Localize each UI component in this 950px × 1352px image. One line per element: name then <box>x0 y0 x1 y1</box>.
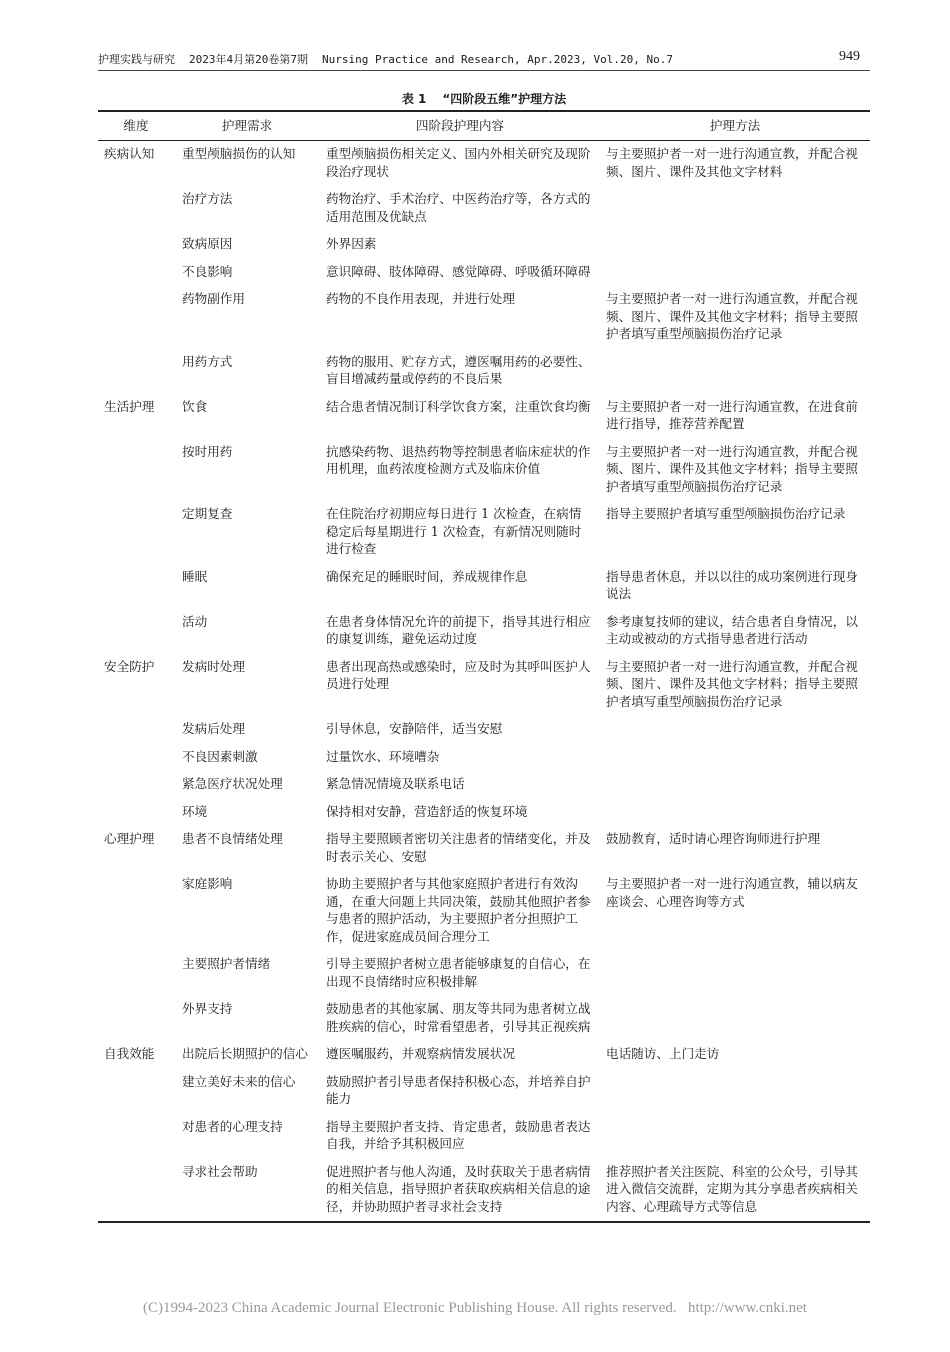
cell-dimension: 生活护理 <box>104 398 155 414</box>
table-row <box>98 871 870 951</box>
cell-method <box>600 799 870 827</box>
cell-method <box>600 996 870 1041</box>
copyright-text: (C)1994-2023 China Academic Journal Electronic Publishing House. All rights reserved. <box>143 1300 677 1316</box>
column-header-content: 四阶段护理内容 <box>415 118 505 134</box>
cell-content: 遵医嘱服药，并观察病情发展状况 <box>326 1046 515 1061</box>
cell-need: 活动 <box>182 613 208 629</box>
cell-dimension <box>98 744 174 772</box>
cell-content: 指导主要照护者支持、肯定患者，鼓励患者表达自我，并给予其积极回应 <box>326 1118 591 1151</box>
table-row <box>98 231 870 259</box>
cell-need: 定期复查 <box>182 506 233 521</box>
table-row <box>98 501 870 564</box>
cell-dimension <box>98 716 174 744</box>
table-row <box>98 771 870 799</box>
table-row <box>98 654 870 717</box>
cell-method: 与主要照护者一对一进行沟通宣教，辅以病友座谈会、心理咨询等方式 <box>606 876 858 909</box>
cnki-url: http://www.cnki.net <box>687 1300 807 1316</box>
cell-method <box>600 1114 870 1159</box>
table-body <box>98 141 870 1223</box>
cell-dimension <box>98 1114 174 1159</box>
table-row <box>98 744 870 772</box>
cell-content: 引导休息，安静陪伴，适当安慰 <box>326 721 503 736</box>
table-row <box>98 564 870 609</box>
cell-content: 药物的服用、贮存方式，遵医嘱用药的必要性、盲目增减药量或停药的不良后果 <box>326 353 591 386</box>
cell-need: 药物副作用 <box>182 291 245 306</box>
copyright-footer <box>0 1300 950 1317</box>
cell-method <box>600 186 870 231</box>
cell-method: 指导主要照护者填写重型颅脑损伤治疗记录 <box>606 506 846 521</box>
cell-need: 建立美好未来的信心 <box>182 1073 296 1089</box>
table-row <box>98 609 870 654</box>
table-row <box>98 996 870 1041</box>
cell-need: 不良因素刺激 <box>182 748 258 764</box>
cell-dimension <box>98 1159 174 1223</box>
cell-content: 鼓励照护者引导患者保持积极心态，并培养自护能力 <box>326 1073 591 1106</box>
table-row <box>98 439 870 502</box>
cell-dimension <box>98 1069 174 1114</box>
cell-method <box>600 771 870 799</box>
table-row <box>98 799 870 827</box>
cell-method: 与主要照护者一对一进行沟通宣教，并配合视频、图片、课件及其他文字材料；指导主要照护者填写重型颅脑损伤治疗记录 <box>606 658 858 709</box>
cell-need: 家庭影响 <box>182 876 233 891</box>
cell-dimension: 疾病认知 <box>104 146 155 161</box>
cell-need: 寻求社会帮助 <box>182 1163 258 1179</box>
table-row <box>98 286 870 349</box>
cell-need: 致病原因 <box>182 236 233 251</box>
journal-info <box>98 51 687 67</box>
cell-content: 药物的不良作用表现，并进行处理 <box>326 291 515 306</box>
table-row <box>98 716 870 744</box>
cell-need: 发病时处理 <box>182 658 245 674</box>
cell-dimension: 安全防护 <box>104 658 155 674</box>
cell-dimension <box>98 439 174 502</box>
cell-need: 发病后处理 <box>182 721 245 736</box>
cell-need: 重型颅脑损伤的认知 <box>182 146 296 161</box>
cell-content: 抗感染药物、退热药物等控制患者临床症状的作用机理，血药浓度检测方式及临床价值 <box>326 443 591 476</box>
cell-content: 在患者身体情况允许的前提下，指导其进行相应的康复训练，避免运动过度 <box>326 613 591 646</box>
table-row <box>98 1041 870 1069</box>
cell-content: 鼓励患者的其他家属、朋友等共同为患者树立战胜疾病的信心，时常看望患者，引导其正视疾病 <box>326 1001 591 1034</box>
cell-content: 在住院治疗初期应每日进行 1 次检查，在病情稳定后每星期进行 1 次检查，有新情况则随时进行检查 <box>326 506 582 556</box>
cell-content: 患者出现高热或感染时，应及时为其呼叫医护人员进行处理 <box>326 658 591 691</box>
cell-method <box>600 951 870 996</box>
cell-method: 与主要照护者一对一进行沟通宣教，并配合视频、图片、课件及其他文字材料；指导主要照护者填写重型颅脑损伤治疗记录 <box>606 443 858 494</box>
cell-need: 环境 <box>182 803 208 819</box>
cell-content: 保持相对安静，营造舒适的恢复环境 <box>326 803 528 819</box>
cell-method: 与主要照护者一对一进行沟通宣教，在进食前进行指导，推荐营养配置 <box>606 398 858 431</box>
cell-need: 用药方式 <box>182 353 233 369</box>
cell-content: 意识障碍、肢体障碍、感觉障碍、呼吸循环障碍 <box>326 263 591 279</box>
cell-method <box>600 259 870 287</box>
cell-content: 外界因素 <box>326 236 377 251</box>
cell-content: 指导主要照顾者密切关注患者的情绪变化，并及时表示关心、安慰 <box>326 831 591 864</box>
cell-need: 外界支持 <box>182 1001 233 1016</box>
cell-need: 对患者的心理支持 <box>182 1118 283 1134</box>
table-row <box>98 141 870 187</box>
journal-title-en: Nursing Practice and Research, Apr.2023, Vol.20, No.7 <box>321 53 673 66</box>
table-row <box>98 826 870 871</box>
nursing-method-table <box>98 110 870 1223</box>
cell-content: 促进照护者与他人沟通，及时获取关于患者病情的相关信息，指导照护者获取疾病相关信息的途径，并协助照护者寻求社会支持 <box>326 1163 591 1214</box>
table-row <box>98 349 870 394</box>
cell-dimension <box>98 951 174 996</box>
cell-method: 与主要照护者一对一进行沟通宣教，并配合视频、图片、课件及其他文字材料 <box>606 146 858 179</box>
cell-dimension <box>98 564 174 609</box>
cell-content: 重型颅脑损伤相关定义、国内外相关研究及现阶段治疗现状 <box>326 146 591 179</box>
cell-method: 与主要照护者一对一进行沟通宣教，并配合视频、图片、课件及其他文字材料；指导主要照护者填写重型颅脑损伤治疗记录 <box>606 291 858 341</box>
cell-need: 患者不良情绪处理 <box>182 831 283 846</box>
cell-content: 过量饮水、环境嘈杂 <box>326 748 440 764</box>
cell-dimension <box>98 799 174 827</box>
cell-dimension <box>98 186 174 231</box>
column-header-need: 护理需求 <box>221 118 273 134</box>
cell-dimension <box>98 231 174 259</box>
cell-dimension <box>98 501 174 564</box>
cell-need: 紧急医疗状况处理 <box>182 776 283 791</box>
cell-method: 鼓励教育，适时请心理咨询师进行护理 <box>606 831 821 846</box>
cell-dimension: 心理护理 <box>104 831 155 846</box>
cell-content: 协助主要照护者与其他家庭照护者进行有效沟通，在重大问题上共同决策，鼓励其他照护者参与患者的照护活动，为主要照护者分担照护工作，促进家庭成员间合理分工 <box>326 876 591 944</box>
cell-need: 主要照护者情绪 <box>182 956 271 971</box>
cell-content: 药物治疗、手术治疗、中医药治疗等，各方式的适用范围及优缺点 <box>326 191 591 224</box>
table-row <box>98 1114 870 1159</box>
issue-info-cn: 2023年4月第20卷第7期 <box>189 53 308 66</box>
page-number: 949 <box>839 49 860 64</box>
table-row <box>98 259 870 287</box>
column-header-method: 护理方法 <box>709 118 761 134</box>
cell-content: 紧急情况情境及联系电话 <box>326 776 465 791</box>
cell-need: 按时用药 <box>182 443 233 459</box>
table-caption <box>98 90 870 107</box>
cell-dimension <box>98 286 174 349</box>
cell-method <box>600 716 870 744</box>
cell-dimension <box>98 259 174 287</box>
cell-method <box>600 349 870 394</box>
table-label: 表 1 <box>401 92 427 106</box>
cell-method: 参考康复技师的建议，结合患者自身情况，以主动或被动的方式指导患者进行活动 <box>606 613 858 646</box>
cell-content: 引导主要照护者树立患者能够康复的自信心，在出现不良情绪时应积极排解 <box>326 956 591 989</box>
table-row <box>98 1069 870 1114</box>
journal-title-cn: 护理实践与研究 <box>98 53 175 66</box>
cell-dimension <box>98 871 174 951</box>
table-row <box>98 394 870 439</box>
cell-method: 推荐照护者关注医院、科室的公众号，引导其进入微信交流群，定期为其分享患者疾病相关内容、心理疏导方式等信息 <box>606 1163 858 1214</box>
cell-method <box>600 744 870 772</box>
cell-dimension <box>98 771 174 799</box>
cell-method: 指导患者休息，并以以往的成功案例进行现身说法 <box>606 568 858 601</box>
cell-need: 不良影响 <box>182 263 233 279</box>
cell-dimension <box>98 609 174 654</box>
cell-need: 饮食 <box>182 398 208 414</box>
cell-method <box>600 231 870 259</box>
table-row <box>98 186 870 231</box>
cell-dimension: 自我效能 <box>104 1046 155 1061</box>
cell-content: 结合患者情况制订科学饮食方案，注重饮食均衡 <box>326 398 591 414</box>
cell-need: 出院后长期照护的信心 <box>182 1046 308 1061</box>
cell-need: 治疗方法 <box>182 191 233 206</box>
column-header-dimension: 维度 <box>123 118 149 134</box>
table-header-row <box>98 111 870 141</box>
cell-method <box>600 1069 870 1114</box>
table-row <box>98 1159 870 1223</box>
cell-content: 确保充足的睡眠时间，养成规律作息 <box>326 568 528 584</box>
table-title: “四阶段五维”护理方法 <box>442 92 567 106</box>
cell-need: 睡眠 <box>182 568 208 584</box>
cell-dimension <box>98 349 174 394</box>
cell-dimension <box>98 996 174 1041</box>
cell-method: 电话随访、上门走访 <box>606 1046 720 1061</box>
table-row <box>98 951 870 996</box>
running-header <box>98 50 870 71</box>
